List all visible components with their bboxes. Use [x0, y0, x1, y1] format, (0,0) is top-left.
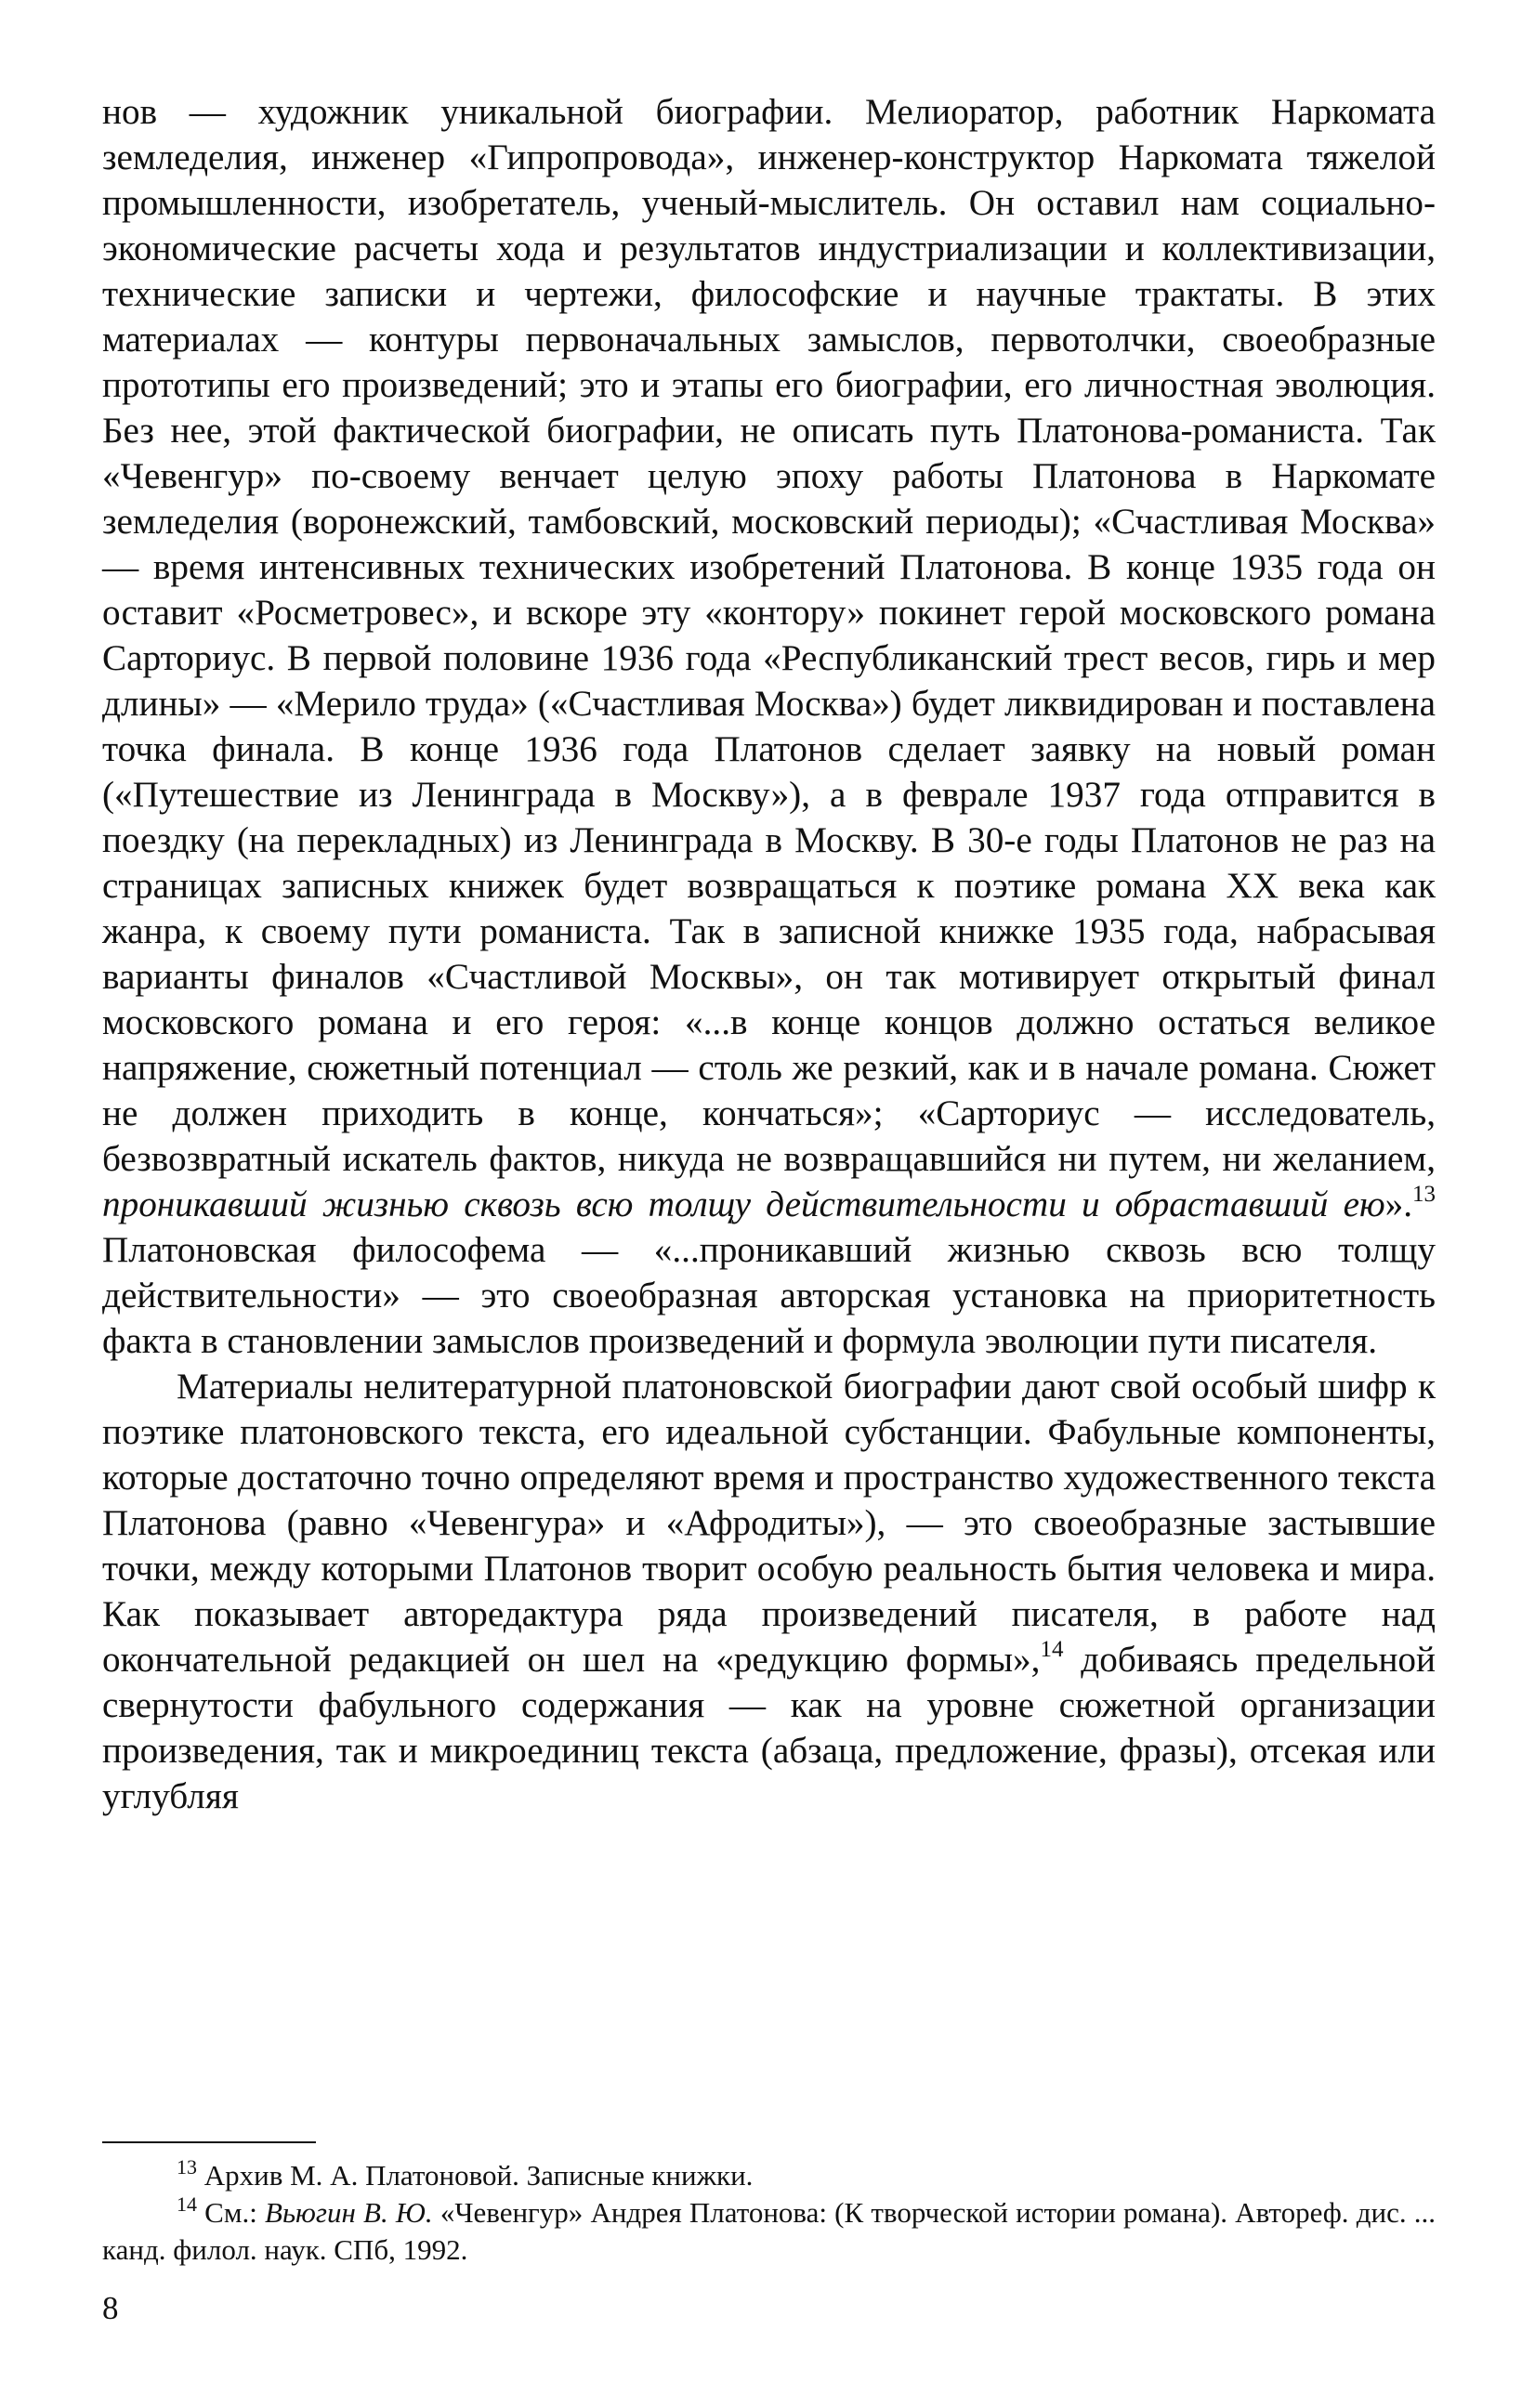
- footnote-13: [102, 2157, 1436, 2194]
- paragraph-1: [102, 89, 1436, 1364]
- paragraph-2-text-a: Материалы нелитературной платоновской биографии дают свой особый шифр к поэтике платоновского текста, его идеальной субстанции. Фабульные компоненты, которые достаточно точно определяют время и пространство художественного текста Платонова (равно «Чевенгура» и «Афродиты»), — это своеобразные застывшие точки, между которыми Платонов творит особую реальность бытия человека и мира. Как показывает авторедактура ряда произведений писателя, в работе над окончательной редакцией он шел на «редукцию формы»,: [102, 1367, 1436, 1680]
- footnote-14-author: Вьюгин В. Ю.: [265, 2196, 433, 2229]
- quote-close: ».: [1384, 1184, 1412, 1224]
- footnote-14-text: «Чевенгур» Андрея Платонова: (К творческой истории романа). Автореф. дис. ... канд. филол. наук. СПб, 1992.: [102, 2196, 1437, 2266]
- footnote-ref-14[interactable]: 14: [1040, 1637, 1064, 1662]
- italic-quote: проникавший жизнью сквозь всю толщу действительности и обраставший ею: [102, 1184, 1385, 1224]
- footnote-divider: [102, 2141, 316, 2143]
- footnote-13-text: Архив М. А. Платоновой. Записные книжки.: [203, 2159, 754, 2192]
- footnote-14-prefix: См.:: [204, 2196, 257, 2229]
- footnote-14-number: 14: [177, 2192, 197, 2216]
- footnote-14: [102, 2194, 1436, 2269]
- page-number: 8: [102, 2290, 119, 2326]
- footnotes: [102, 2157, 1436, 2269]
- footnote-13-number: 13: [177, 2155, 197, 2179]
- paragraph-1-text-a: нов — художник уникальной биографии. Мелиоратор, работник Наркомата земледелия, инженер «Гипропровода», инженер-конструктор Наркомата тяжелой промышленности, изобретатель, ученый-мыслитель. Он оставил нам социально-экономические расчеты хода и результатов индустриализации и коллективизации, технические записки и чертежи, философские и научные трактаты. В этих материалах — контуры первоначальных замыслов, первотолчки, своеобразные прототипы его произведений; это и этапы его биографии, его личностная эволюция. Без нее, этой фактической биографии, не описать путь Платонова-романиста. Так «Чевенгур» по-своему венчает целую эпоху работы Платонова в Наркомате земледелия (воронежский, тамбовский, московский периоды); «Счастливая Москва» — время интенсивных технических изобретений Платонова. В конце 1935 года он оставит «Росметровес», и вскоре эту «контору» покинет герой московского романа Сарториус. В первой половине 1936 года «Республиканский трест весов, гирь и мер длины» — «Мерило труда» («Счастливая Москва») будет ликвидирован и поставлена точка финала. В конце 1936 года Платонов сделает заявку на новый роман («Путешествие из Ленинграда в Москву»), а в феврале 1937 года отправится в поездку (на перекладных) из Ленинграда в Москву. В 30-е годы Платонов не раз на страницах записных книжек будет возвращаться к поэтике романа XX века как жанра, к своему пути романиста. Так в записной книжке 1935 года, набрасывая варианты финалов «Счастливой Москвы», он так мотивирует открытый финал московского романа и его героя: «...в конце концов должно остаться великое напряжение, сюжетный потенциал — столь же резкий, как и в начале романа. Сюжет не должен приходить в конце, кончаться»; «Сарториус — исследователь, безвозвратный искатель фактов, никуда не возвращавшийся ни путем, ни желанием,: [102, 92, 1436, 1179]
- main-text: [102, 89, 1436, 1819]
- paragraph-2-text-b: добиваясь предельной свернутости фабульного содержания — как на уровне сюжетной организации произведения, так и микроединиц текста (абзаца, предложение, фразы), отсекая или углубляя: [102, 1640, 1436, 1816]
- paragraph-1-text-b: Платоновская философема — «...проникавший жизнью сквозь всю толщу действительности» — это своеобразная авторская установка на приоритетность факта в становлении замыслов произведений и формула эволюции пути писателя.: [102, 1230, 1436, 1361]
- footnote-ref-13[interactable]: 13: [1412, 1182, 1436, 1207]
- paragraph-2: [102, 1364, 1436, 1819]
